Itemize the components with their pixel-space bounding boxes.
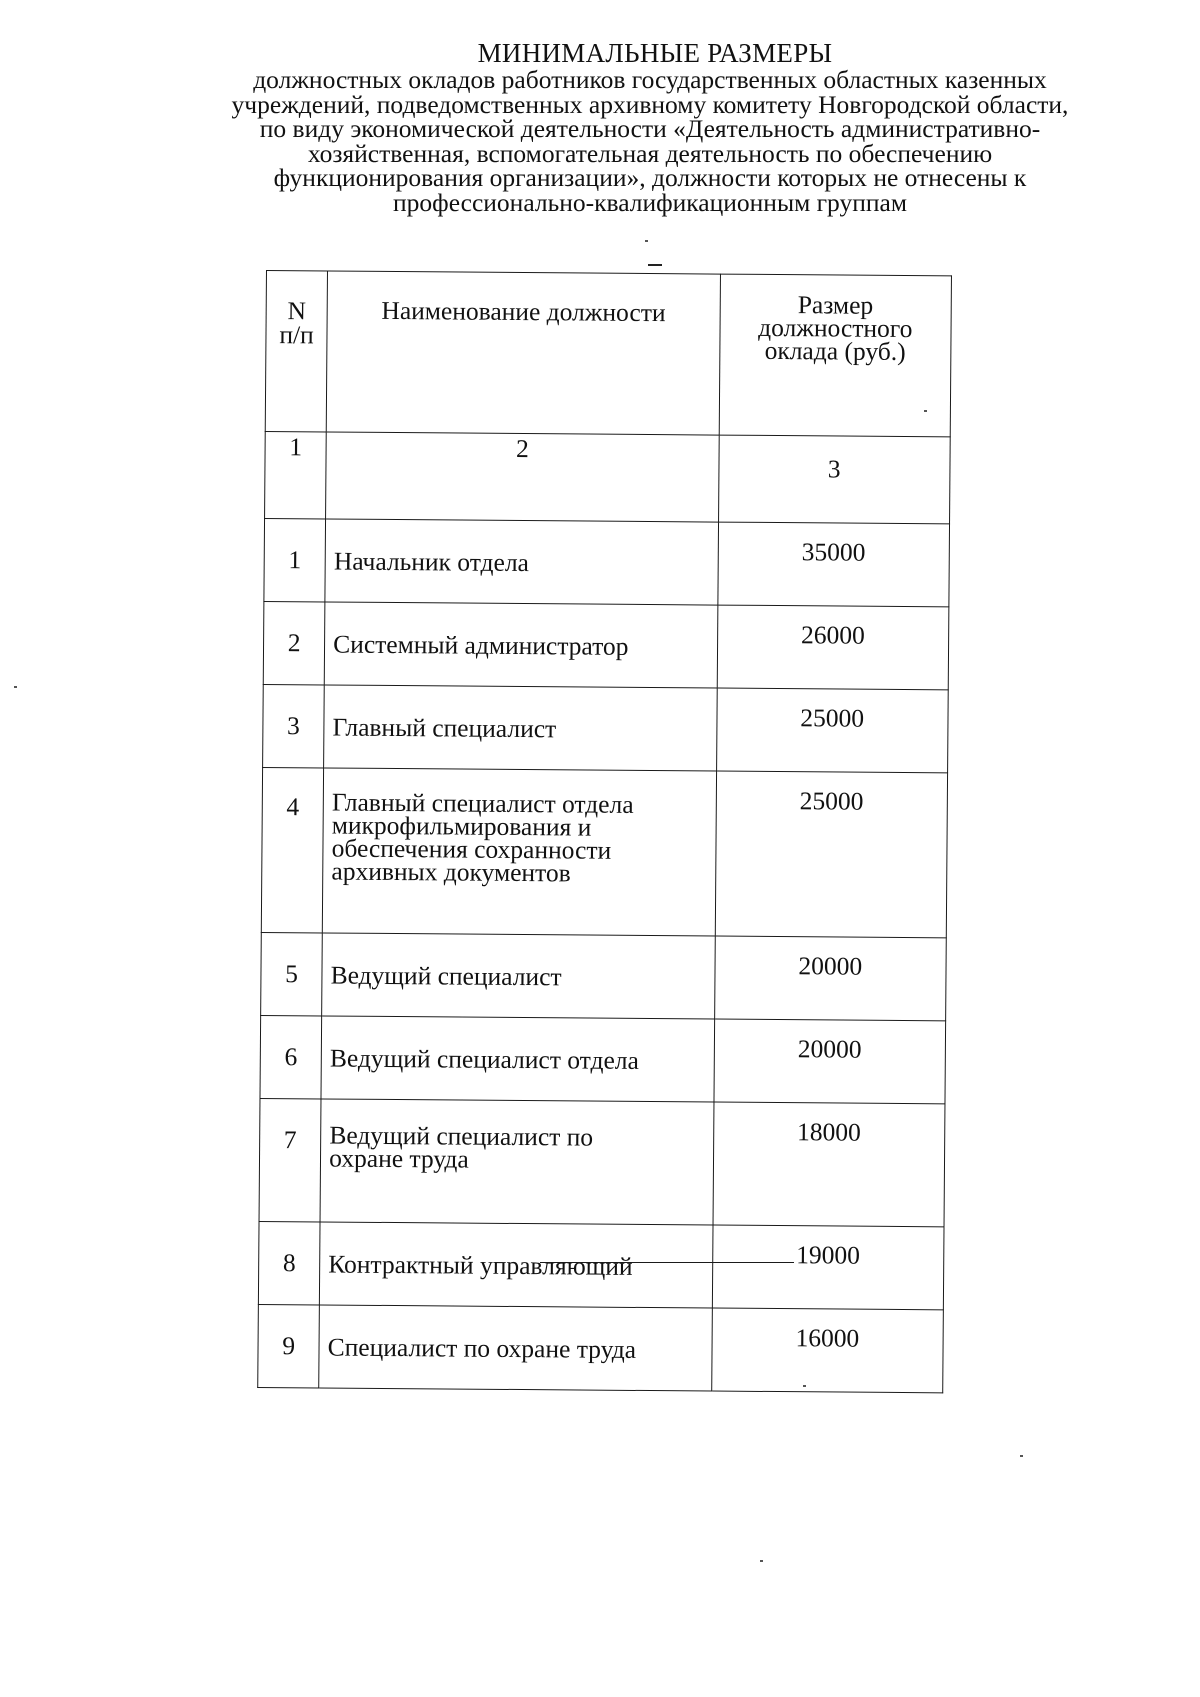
subtitle-line: функционирования организации», должности которых не отнесены к — [273, 163, 1027, 192]
salary-value: 26000 — [717, 605, 949, 690]
table-row — [263, 601, 949, 689]
header-number-label: п/п — [279, 320, 314, 350]
header-position-cell: Наименование должности — [326, 271, 720, 435]
scan-speck — [1020, 1455, 1023, 1457]
table-row — [260, 1015, 946, 1103]
salary-value: 25000 — [715, 771, 948, 938]
scan-speck — [803, 1385, 806, 1387]
salary-value: 16000 — [711, 1308, 943, 1393]
header-number-label: N — [287, 296, 307, 326]
table-row — [261, 932, 947, 1020]
row-number: 8 — [258, 1221, 320, 1304]
position-name: Ведущий специалист — [322, 933, 715, 1019]
salary-value: 35000 — [717, 522, 949, 607]
subtitle-line: по виду экономической деятельности «Деятельность административно- — [259, 114, 1041, 143]
table-row — [261, 767, 947, 937]
row-number: 9 — [258, 1304, 320, 1387]
position-name: Ведущий специалист отдела — [321, 1016, 714, 1102]
column-index-cell: 1 — [265, 431, 327, 518]
header-salary-label: должностного — [758, 312, 913, 344]
table-row — [263, 684, 949, 772]
header-salary-cell — [719, 274, 952, 437]
scan-speck — [14, 686, 17, 688]
table-row — [258, 1304, 944, 1392]
salary-value: 20000 — [714, 936, 946, 1021]
row-number: 7 — [259, 1098, 321, 1221]
row-number: 5 — [261, 932, 323, 1015]
salary-value: 18000 — [713, 1102, 945, 1227]
position-name: Начальник отдела — [325, 519, 718, 605]
position-name: Главный специалист — [324, 685, 717, 771]
position-name — [320, 1099, 713, 1225]
table-row — [259, 1098, 945, 1226]
subtitle-line: должностных окладов работников государственных областных казенных — [253, 65, 1047, 94]
position-name — [322, 768, 716, 936]
scan-speck — [924, 410, 927, 412]
row-number: 1 — [264, 518, 326, 601]
salary-value: 19000 — [712, 1225, 944, 1310]
position-name: Специалист по охране труда — [319, 1305, 712, 1391]
salary-value: 20000 — [713, 1019, 945, 1104]
row-number: 6 — [260, 1015, 322, 1098]
column-index-row — [265, 431, 951, 523]
scan-speck — [760, 1560, 763, 1562]
position-name-line: Главный специалист отдела — [331, 787, 634, 819]
table-row — [264, 518, 950, 606]
table-row — [258, 1221, 944, 1309]
scan-speck — [645, 240, 648, 242]
position-name: Системный администратор — [324, 602, 717, 688]
salary-table — [257, 270, 952, 1393]
row-number: 4 — [261, 767, 323, 932]
document-title: МИНИМАЛЬНЫЕ РАЗМЕРЫ — [477, 38, 833, 68]
row-number: 2 — [263, 601, 325, 684]
document-subtitle — [170, 65, 1130, 217]
subtitle-line: хозяйственная, вспомогательная деятельность по обеспечению — [307, 138, 993, 168]
subtitle-line: профессионально-квалификационным группам — [393, 187, 907, 217]
column-index-cell: 3 — [718, 435, 950, 524]
salary-value: 25000 — [716, 688, 948, 773]
table-header-row — [265, 271, 951, 437]
position-name-line: Ведущий специалист по — [329, 1120, 594, 1152]
position-name-line: микрофильмирования и — [331, 810, 592, 842]
header-number-cell — [265, 271, 327, 432]
position-name: Контрактный управляющий — [320, 1222, 713, 1308]
column-index-cell: 2 — [326, 432, 719, 522]
position-name-line: обеспечения сохранности — [331, 833, 612, 865]
position-name-line: охране труда — [329, 1143, 469, 1174]
header-salary-label: оклада (руб.) — [764, 335, 906, 367]
row-number: 3 — [263, 684, 325, 767]
closing-rule — [540, 1262, 794, 1263]
header-salary-label: Размер — [797, 290, 874, 320]
position-name-line: архивных документов — [331, 856, 571, 888]
scan-mark — [648, 264, 662, 266]
subtitle-line: учреждений, подведомственных архивному комитету Новгородской области, — [231, 89, 1069, 119]
